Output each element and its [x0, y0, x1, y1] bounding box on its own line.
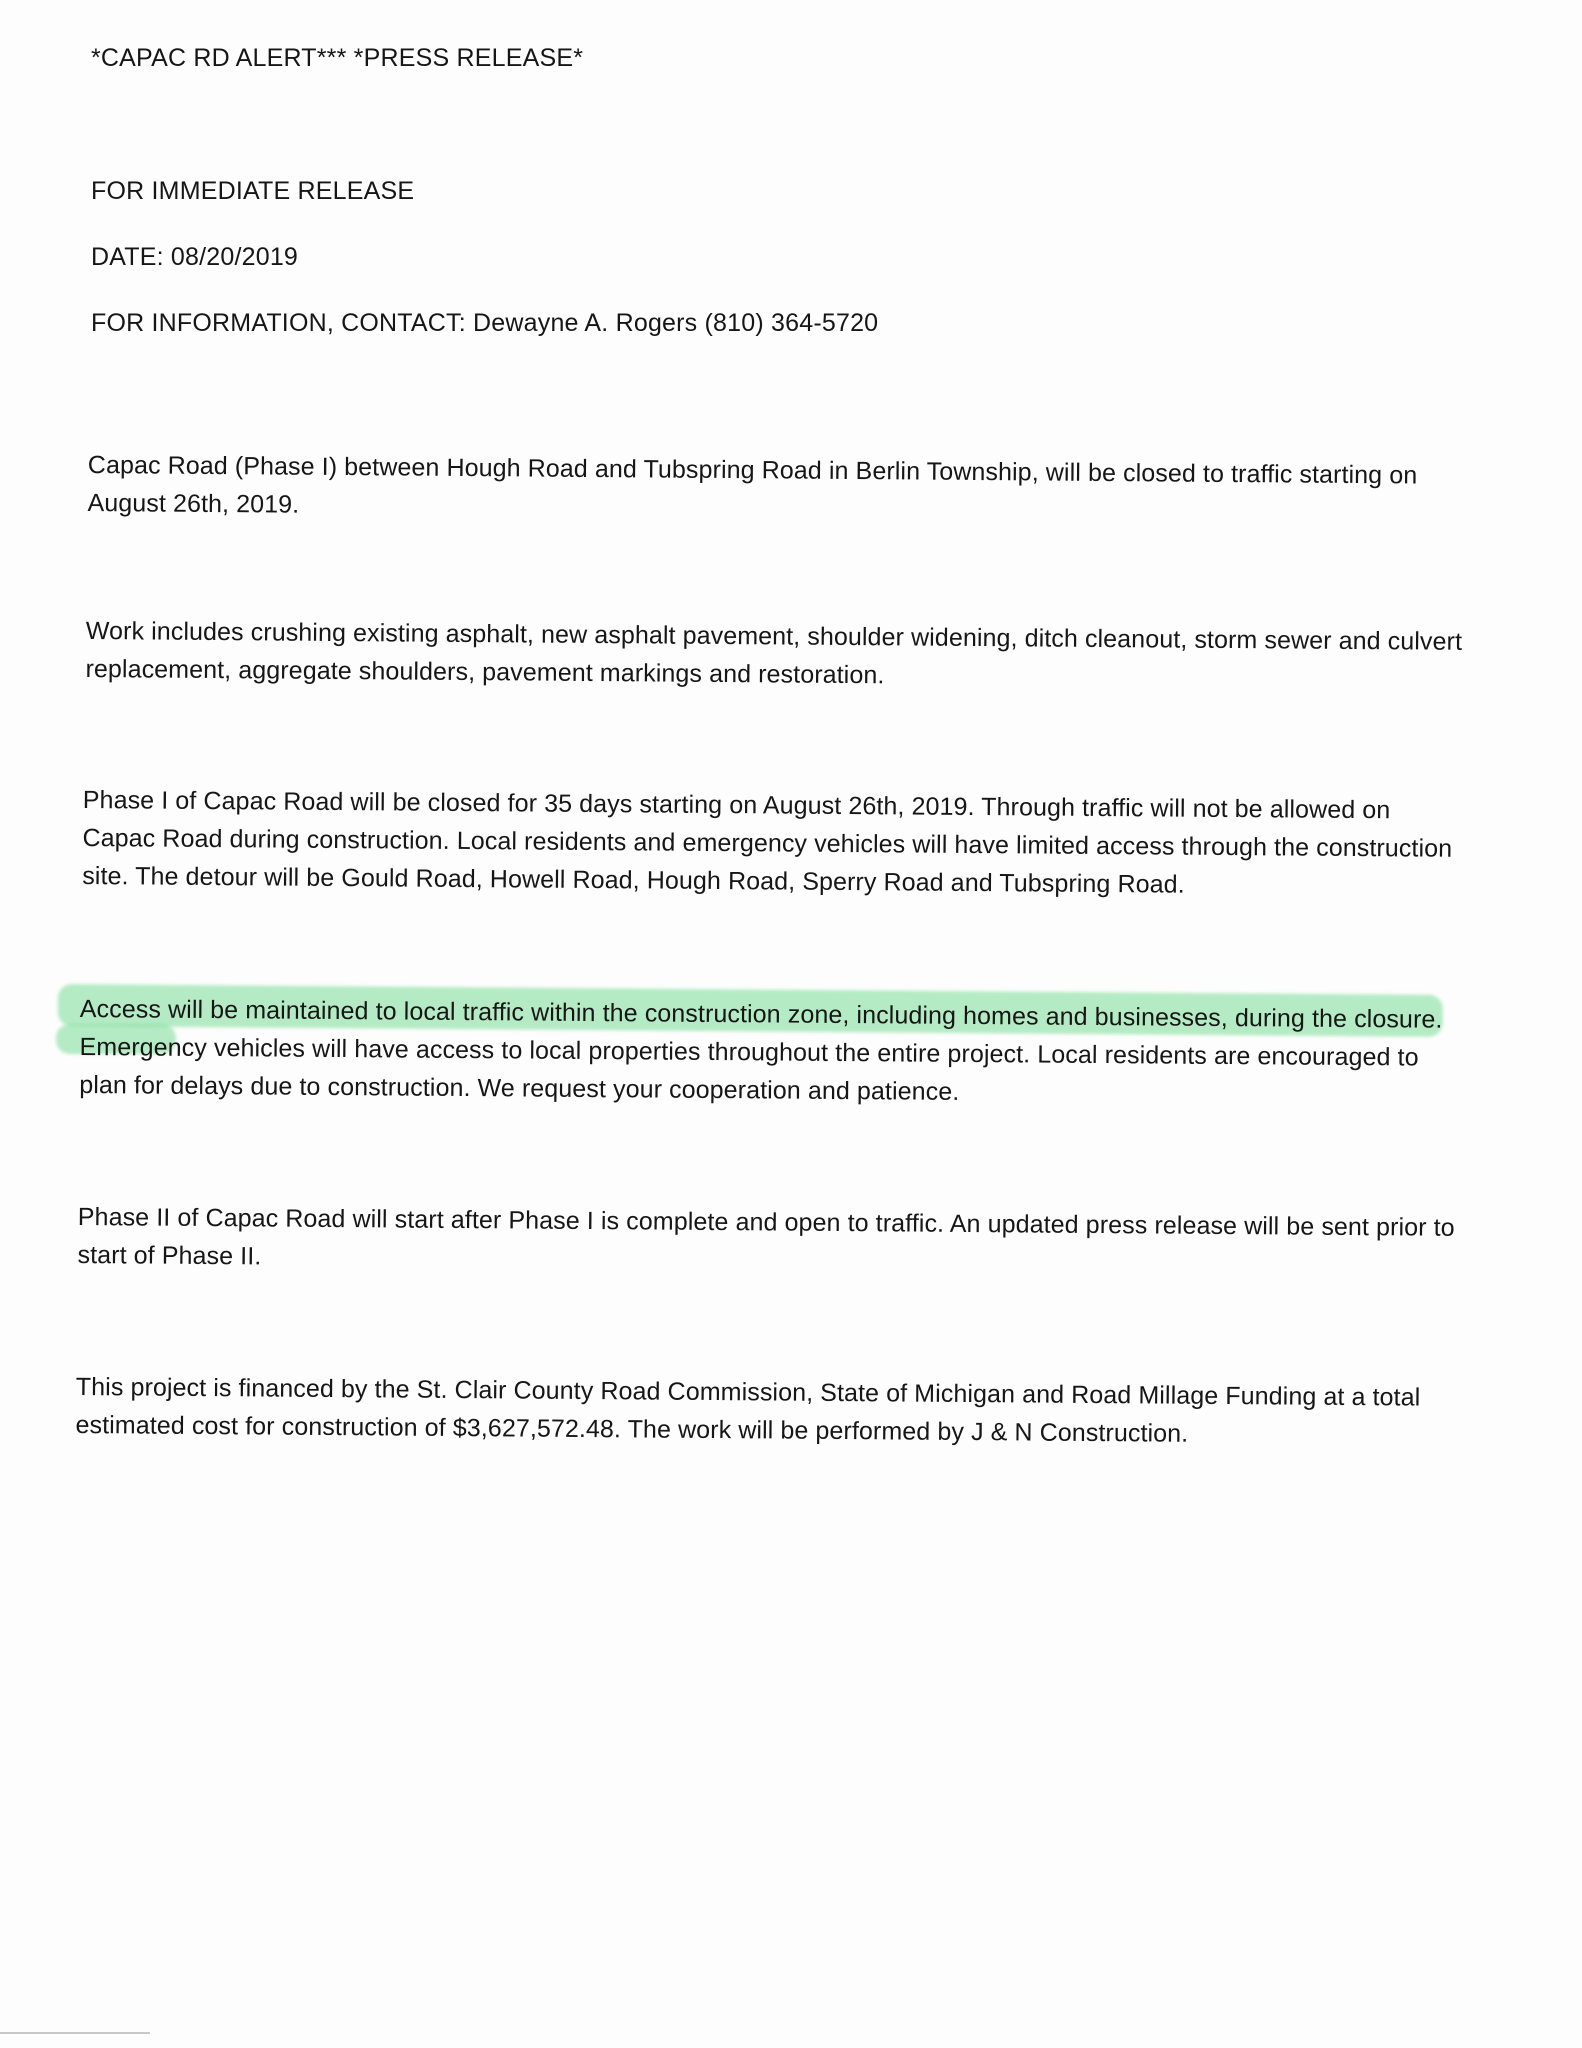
paragraph-local-access: Access will be maintained to local traffic within the construction zone, including homes and businesses, during the closure. Emergency vehicles will have access to local properties throughout the entire project. Local residents are encouraged to plan for delays due to construction. We request your cooperation and patience.	[79, 994, 1443, 1106]
release-date: DATE: 08/20/2019	[91, 243, 299, 271]
contact-info: FOR INFORMATION, CONTACT: Dewayne A. Rogers (810) 364-5720	[91, 309, 879, 337]
paragraph-work-scope: Work includes crushing existing asphalt, new asphalt pavement, shoulder widening, ditch cleanout, storm sewer and culvert replacement, aggregate shoulders, pavement markings and restoration.	[85, 616, 1463, 690]
release-type: FOR IMMEDIATE RELEASE	[91, 177, 415, 205]
paragraph-phase-two: Phase II of Capac Road will start after Phase I is complete and open to traffic. An updated press release will be sent prior to start of Phase II.	[77, 1202, 1455, 1271]
scan-edge-line	[0, 2032, 150, 2034]
paragraph-financing: This project is financed by the St. Clair County Road Commission, State of Michigan and Road Millage Funding at a total estimated cost for construction of $3,627,572.48. The work will be performed by J & N Construction.	[75, 1372, 1421, 1448]
alert-title: *CAPAC RD ALERT*** *PRESS RELEASE*	[91, 44, 584, 72]
paragraph-detour: Phase I of Capac Road will be closed for 35 days starting on August 26th, 2019. Through traffic will not be allowed on Capac Road during construction. Local residents and emergency vehicles will have limited access through the construction site. The detour will be Gould Road, Howell Road, Hough Road, Sperry Road and Tubspring Road.	[82, 785, 1453, 899]
paragraph-closure-notice: Capac Road (Phase I) between Hough Road and Tubspring Road in Berlin Township, will be closed to traffic starting on August 26th, 2019.	[87, 450, 1418, 519]
